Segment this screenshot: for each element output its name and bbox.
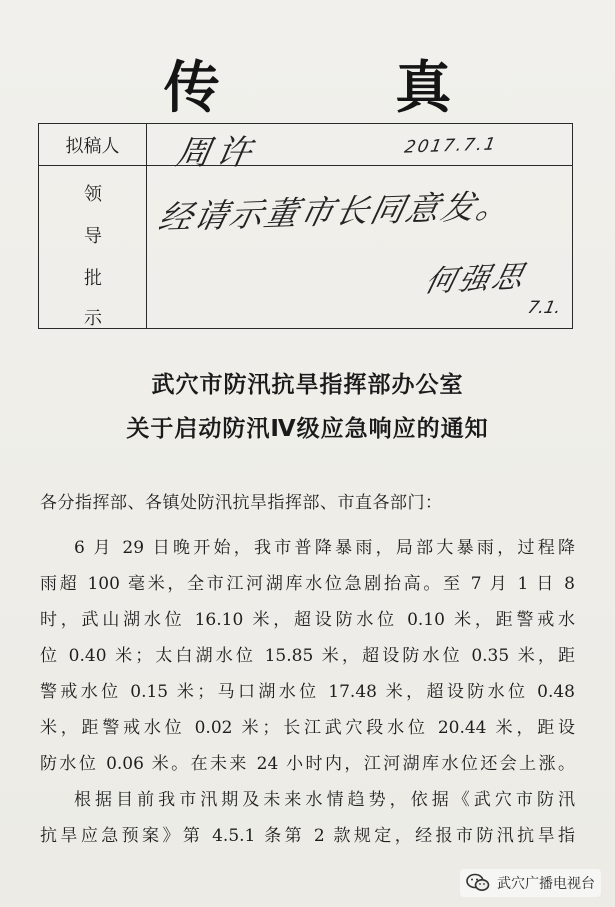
body-line: 根据目前我市汛期及未来水情趋势，依据《武穴市防汛 (74, 790, 575, 810)
body-line: 6 月 29 日晚开始，我市普降暴雨，局部大暴雨，过程降 (74, 538, 575, 558)
body-line: 抗旱应急预案》第 4.5.1 条第 2 款规定，经报市防汛抗旱指 (40, 826, 575, 846)
body-line: 米，距警戒水位 0.02 米；长江武穴段水位 20.44 米，距设 (40, 718, 575, 738)
body-line: 位 0.40 米；太白湖水位 15.85 米，超设防水位 0.35 米，距 (40, 646, 575, 666)
body-line: 防水位 0.06 米。在未来 24 小时内，江河湖库水位还会上涨。 (40, 754, 575, 774)
drafter-handwritten-name: 周许 (172, 133, 260, 173)
leader-label-char: 导 (84, 226, 102, 247)
draft-date-handwritten: 2017.7.1 (402, 134, 499, 158)
salutation: 各分指挥部、各镇处防汛抗旱指挥部、市直各部门： (40, 493, 443, 513)
watermark-label: 武穴广播电视台 (497, 876, 595, 892)
body-line: 雨超 100 毫米，全市江河湖库水位急剧抬高。至 7 月 1 日 8 (40, 574, 575, 594)
channel-watermark (460, 869, 601, 897)
leader-signature: 何强思 (421, 259, 530, 300)
drafter-cell (147, 124, 572, 173)
leader-approval-cell (147, 166, 572, 328)
signature-date-handwritten: 7.1. (525, 298, 563, 318)
leader-label-char: 领 (84, 184, 102, 205)
body-line: 警戒水位 0.15 米；马口湖水位 17.48 米，超设防水位 0.48 (40, 682, 575, 702)
leader-approval-label (39, 166, 147, 328)
approval-comment-handwritten: 经请示董市长同意发。 (154, 185, 517, 238)
drafter-label: 拟稿人 (39, 124, 147, 166)
document-title-line-2: 关于启动防汛Ⅳ级应急响应的通知 (126, 416, 489, 442)
wechat-icon (466, 873, 490, 893)
body-line: 时，武山湖水位 16.10 米，超设防水位 0.10 米，距警戒水 (40, 610, 575, 630)
approval-table (38, 123, 573, 329)
leader-label-char: 示 (84, 308, 102, 329)
document-title-line-1: 武穴市防汛抗旱指挥部办公室 (151, 372, 464, 398)
leader-label-char: 批 (84, 268, 102, 289)
document-type-heading: 传 真 (163, 56, 530, 121)
